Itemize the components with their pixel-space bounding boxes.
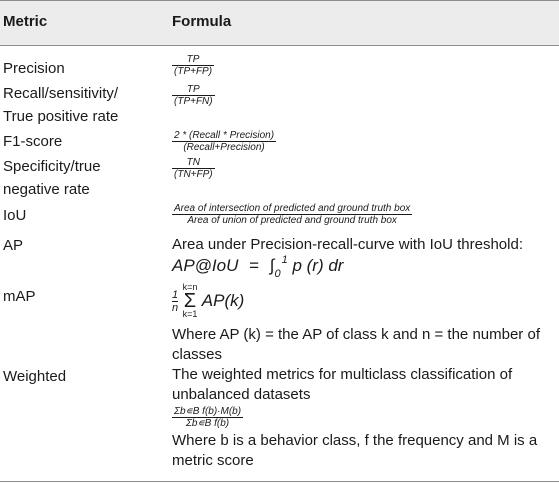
metric-f1: F1-score xyxy=(3,133,63,150)
f1-denominator: (Recall+Precision) xyxy=(172,141,276,153)
iou-numerator: Area of intersection of predicted and ground truth box xyxy=(174,203,411,214)
header-formula: Formula xyxy=(172,13,232,30)
ap-lhs: AP@IoU xyxy=(172,256,239,275)
header-metric: Metric xyxy=(3,13,48,30)
specificity-denominator: (TN+FP) xyxy=(174,169,213,180)
ap-description: Area under Precision-recall-curve with IoU threshold: xyxy=(172,236,523,253)
formula-ap xyxy=(172,235,557,279)
formula-iou xyxy=(172,203,412,228)
metric-map: mAP xyxy=(3,288,36,305)
specificity-label-line2: negative rate xyxy=(3,181,90,198)
specificity-numerator: TN xyxy=(186,157,200,168)
table-bottom-rule xyxy=(0,481,559,482)
map-sum-lower: k=1 xyxy=(182,309,198,319)
specificity-label-line1: Specificity/true xyxy=(3,158,101,175)
formula-precision xyxy=(172,54,214,79)
recall-label-line1: Recall/sensitivity/ xyxy=(3,85,119,102)
recall-label-line2: True positive rate xyxy=(3,108,119,125)
ap-lower-limit: 0 xyxy=(274,268,281,280)
precision-denominator: (TP+FP) xyxy=(174,66,213,77)
recall-denominator: (TP+FN) xyxy=(174,96,213,107)
map-desc-line2: classes xyxy=(172,346,223,363)
ap-rhs: p (r) dr xyxy=(292,256,344,275)
formula-weighted xyxy=(172,365,557,471)
weighted-desc-line1: The weighted metrics for multiclass classification of xyxy=(172,366,513,383)
formula-recall xyxy=(172,84,215,109)
ap-upper-limit: 1 xyxy=(281,254,288,266)
weighted-desc-line4: metric score xyxy=(172,452,254,469)
map-frac-num: 1 xyxy=(172,288,179,301)
metric-recall xyxy=(3,82,118,128)
map-frac-den: n xyxy=(172,301,179,314)
precision-numerator: TP xyxy=(186,54,200,65)
metric-weighted: Weighted xyxy=(3,368,67,385)
weighted-denominator: Σb∊B f(b) xyxy=(172,417,243,429)
f1-numerator: 2 * (Recall * Precision) xyxy=(174,130,275,141)
iou-denominator: Area of union of predicted and ground truth box xyxy=(172,214,412,226)
formula-f1 xyxy=(172,130,276,155)
weighted-numerator: Σb∊B f(b)·M(b) xyxy=(174,406,242,417)
ap-equation: AP@IoU = $\int_0^1$ p (r) dr xyxy=(172,254,344,280)
metric-precision: Precision xyxy=(3,60,65,77)
weighted-desc-line2: unbalanced datasets xyxy=(172,386,311,403)
map-term: AP(k) xyxy=(201,291,245,310)
formula-map xyxy=(172,283,557,365)
weighted-desc-line3: Where b is a behavior class, f the frequency and M is a xyxy=(172,432,538,449)
recall-numerator: TP xyxy=(186,84,200,95)
ap-equals: = xyxy=(249,256,260,275)
map-equation: $\frac{1}{n}$ k=n Σ k=1 AP(k) xyxy=(172,282,245,319)
map-desc-line1: Where AP (k) = the AP of class k and n = the number of xyxy=(172,326,540,343)
table-header xyxy=(0,0,559,46)
formula-specificity xyxy=(172,157,215,182)
metric-iou: IoU xyxy=(3,207,27,224)
metric-ap: AP xyxy=(3,237,24,254)
map-sum-upper: k=n xyxy=(182,282,198,292)
metric-specificity xyxy=(3,155,101,201)
